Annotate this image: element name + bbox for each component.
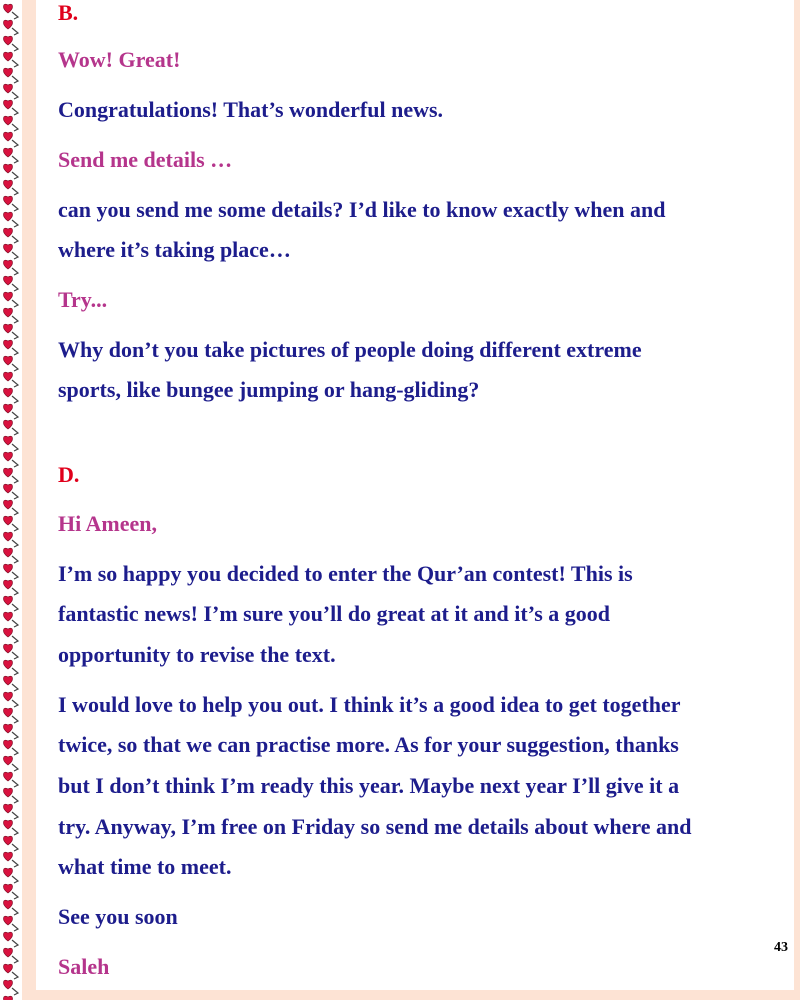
- heart-link: [3, 964, 18, 979]
- send-details-heading: Send me details …: [58, 147, 233, 172]
- heart-link: [3, 660, 18, 675]
- heart-link: [3, 548, 18, 563]
- heart-link: [3, 404, 18, 419]
- heart-link: [3, 916, 18, 931]
- heart-link: [3, 340, 18, 355]
- paragraph-2-line-1: I would love to help you out. I think it’s a good idea to get together: [58, 692, 681, 717]
- heart-link: [3, 708, 18, 723]
- send-details-line-1: can you send me some details? I’d like to know exactly when and: [58, 197, 666, 222]
- heart-link: [3, 244, 18, 259]
- heart-link: [3, 884, 18, 899]
- heart-link: [3, 628, 18, 643]
- heart-link: [3, 644, 18, 659]
- heart-link: [3, 148, 18, 163]
- paragraph-1-line-3: opportunity to revise the text.: [58, 642, 336, 667]
- heart-link: [3, 756, 18, 771]
- paragraph-2-line-5: what time to meet.: [58, 854, 232, 879]
- heart-link: [3, 900, 18, 915]
- heart-link: [3, 100, 18, 115]
- heart-link: [3, 4, 18, 19]
- heart-link: [3, 564, 18, 579]
- left-peach-band: [22, 0, 36, 1000]
- heart-link: [3, 868, 18, 883]
- greeting: Hi Ameen,: [58, 511, 157, 536]
- heart-link: [3, 436, 18, 451]
- paragraph-2-line-3: but I don’t think I’m ready this year. Maybe next year I’ll give it a: [58, 773, 680, 798]
- heart-link: [3, 356, 18, 371]
- wow-text: Congratulations! That’s wonderful news.: [58, 97, 444, 122]
- heart-link: [3, 276, 18, 291]
- heart-link: [3, 132, 18, 147]
- heart-link: [3, 772, 18, 787]
- heart-link: [3, 228, 18, 243]
- heart-link: [3, 500, 18, 515]
- bottom-peach-band: [22, 990, 800, 1000]
- heart-link: [3, 196, 18, 211]
- heart-link: [3, 788, 18, 803]
- heart-link: [3, 820, 18, 835]
- heart-link: [3, 484, 18, 499]
- try-heading: Try...: [58, 287, 108, 312]
- heart-link: [3, 260, 18, 275]
- heart-link: [3, 324, 18, 339]
- try-line-2: sports, like bungee jumping or hang-gliding?: [58, 377, 480, 402]
- closing: See you soon: [58, 904, 178, 929]
- heart-link: [3, 372, 18, 387]
- heart-link: [3, 420, 18, 435]
- heart-link: [3, 52, 18, 67]
- heart-link: [3, 20, 18, 35]
- heart-chain-border: [0, 0, 22, 1000]
- heart-link: [3, 724, 18, 739]
- heart-link: [3, 532, 18, 547]
- page-number: 43: [774, 940, 788, 955]
- heart-link: [3, 292, 18, 307]
- section-b-label: B.: [58, 0, 79, 25]
- heart-link: [3, 388, 18, 403]
- wow-heading: Wow! Great!: [58, 47, 181, 72]
- paragraph-2-line-2: twice, so that we can practise more. As for your suggestion, thanks: [58, 732, 679, 757]
- heart-link: [3, 676, 18, 691]
- heart-link: [3, 212, 18, 227]
- paragraph-2-line-4: try. Anyway, I’m free on Friday so send me details about where and: [58, 814, 692, 839]
- paragraph-1-line-1: I’m so happy you decided to enter the Qur’an contest! This is: [58, 561, 633, 586]
- heart-link: [3, 164, 18, 179]
- heart-link: [3, 740, 18, 755]
- heart-link: [3, 804, 18, 819]
- heart-link: [3, 836, 18, 851]
- heart-link: [3, 852, 18, 867]
- section-d-label: D.: [58, 462, 80, 487]
- heart-link: [3, 596, 18, 611]
- paragraph-1-line-2: fantastic news! I’m sure you’ll do great at it and it’s a good: [58, 601, 611, 626]
- heart-chain-icon: [0, 0, 22, 1000]
- heart-link: [3, 116, 18, 131]
- heart-link: [3, 580, 18, 595]
- heart-link: [3, 308, 18, 323]
- signature: Saleh: [58, 954, 110, 979]
- send-details-line-2: where it’s taking place…: [58, 237, 291, 262]
- heart-link: [3, 84, 18, 99]
- heart-link: [3, 36, 18, 51]
- heart-link: [3, 932, 18, 947]
- page-content: [36, 0, 794, 990]
- right-peach-band: [794, 0, 800, 1000]
- heart-link: [3, 516, 18, 531]
- try-line-1: Why don’t you take pictures of people doing different extreme: [58, 337, 642, 362]
- heart-link: [3, 468, 18, 483]
- heart-link: [3, 948, 18, 963]
- heart-link: [3, 180, 18, 195]
- heart-link: [3, 612, 18, 627]
- heart-link: [3, 692, 18, 707]
- heart-link: [3, 996, 18, 1000]
- heart-link: [3, 980, 18, 995]
- heart-link: [3, 452, 18, 467]
- heart-link: [3, 68, 18, 83]
